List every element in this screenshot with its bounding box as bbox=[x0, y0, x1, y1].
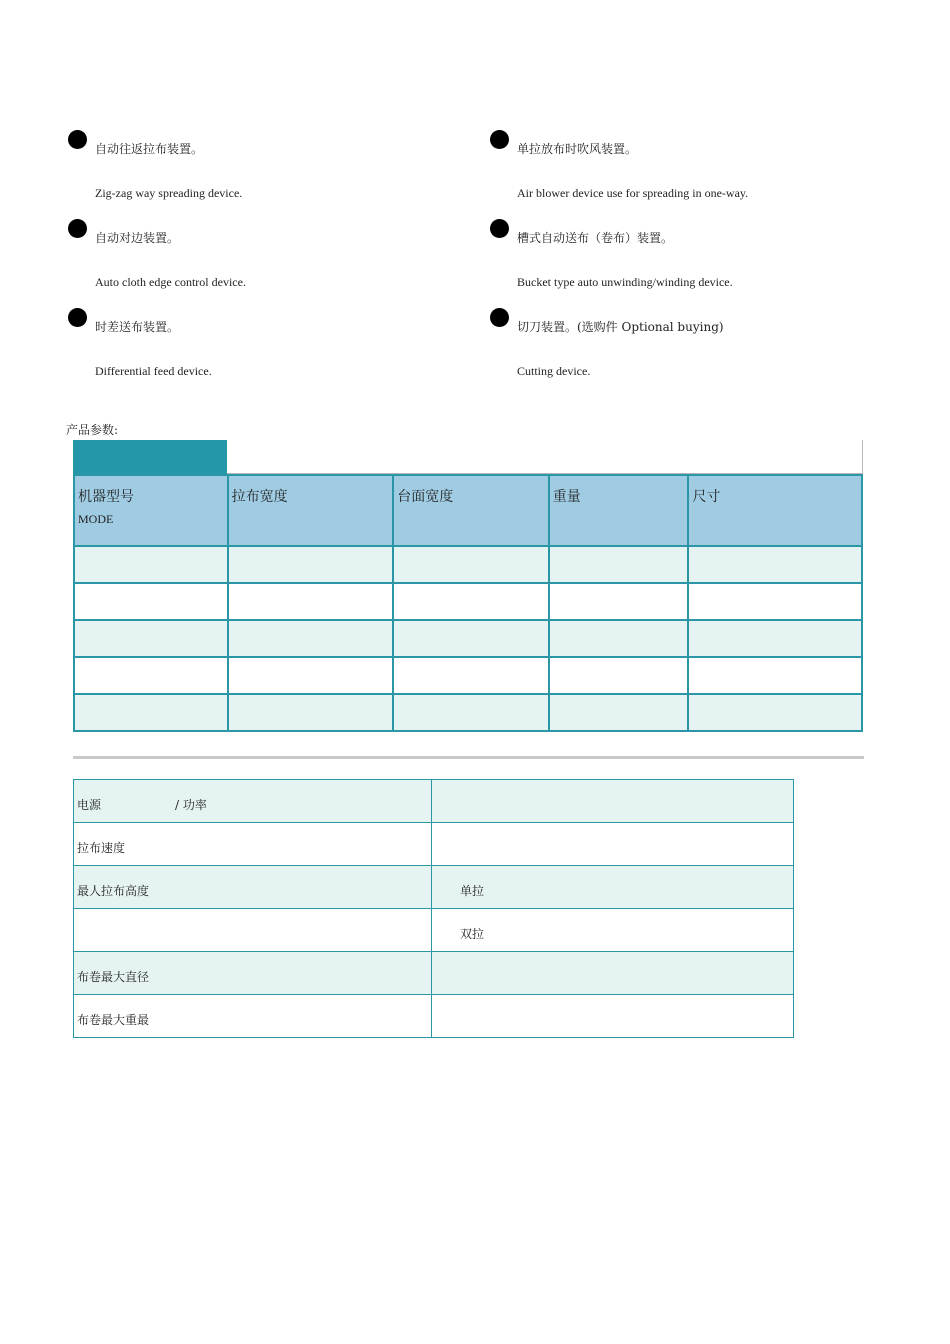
bullet-icon bbox=[490, 219, 509, 238]
divider bbox=[73, 756, 864, 759]
param-power bbox=[74, 780, 432, 823]
param-max-height: 最人拉布高度 bbox=[74, 866, 432, 909]
section-title: 产品参数: bbox=[66, 423, 119, 437]
header-model bbox=[74, 475, 228, 546]
param-roll-weight: 布卷最大重最 bbox=[74, 995, 432, 1038]
table-row bbox=[74, 823, 794, 866]
table-row bbox=[74, 694, 862, 731]
table-row bbox=[74, 995, 794, 1038]
feature-en: Zig-zag way spreading device. bbox=[95, 186, 243, 200]
bullet-icon bbox=[68, 308, 87, 327]
param-single: 单拉 bbox=[432, 866, 794, 909]
feature-cn: 槽式自动送布（卷布）装置。 bbox=[517, 231, 674, 245]
feature-cn: 单拉放布时吹风装置。 bbox=[517, 142, 638, 156]
table-header-row bbox=[74, 475, 862, 546]
spec-table bbox=[73, 474, 863, 732]
table-row bbox=[74, 546, 862, 583]
param-roll-diameter: 布卷最大直径 bbox=[74, 952, 432, 995]
header-weight: 重量 bbox=[549, 475, 689, 546]
param-power-sep: / 功率 bbox=[175, 797, 207, 812]
feature-en: Auto cloth edge control device. bbox=[95, 275, 246, 289]
table-row bbox=[74, 583, 862, 620]
feature-en: Cutting device. bbox=[517, 364, 591, 378]
table-row bbox=[74, 866, 794, 909]
bullet-icon bbox=[68, 219, 87, 238]
bullet-icon bbox=[490, 308, 509, 327]
bullet-icon bbox=[68, 130, 87, 149]
feature-en: Air blower device use for spreading in one-way. bbox=[517, 186, 749, 200]
header-width: 拉布宽度 bbox=[228, 475, 394, 546]
feature-cn: 切刀装置。(选购件 Optional buying) bbox=[517, 320, 724, 334]
header-table-width: 台面宽度 bbox=[393, 475, 549, 546]
table-row bbox=[74, 952, 794, 995]
table-right-line bbox=[862, 440, 863, 475]
header-size: 尺寸 bbox=[688, 475, 862, 546]
bullet-icon bbox=[490, 130, 509, 149]
params-table bbox=[73, 779, 794, 1038]
header-model-label: 机器型号 bbox=[78, 489, 134, 505]
param-speed: 拉布速度 bbox=[74, 823, 432, 866]
header-model-sub: MODE bbox=[78, 512, 114, 526]
feature-cn: 时差送布装置。 bbox=[95, 320, 180, 334]
table-row bbox=[74, 780, 794, 823]
table-row bbox=[74, 657, 862, 694]
feature-en: Differential feed device. bbox=[95, 364, 212, 378]
param-double: 双拉 bbox=[432, 909, 794, 952]
table-header-accent bbox=[73, 440, 227, 475]
feature-en: Bucket type auto unwinding/winding device. bbox=[517, 275, 733, 289]
table-row bbox=[74, 909, 794, 952]
feature-cn: 自动对边装置。 bbox=[95, 231, 180, 245]
feature-cn: 自动往返拉布装置。 bbox=[95, 142, 204, 156]
param-power-label: 电源 bbox=[77, 797, 102, 812]
table-row bbox=[74, 620, 862, 657]
